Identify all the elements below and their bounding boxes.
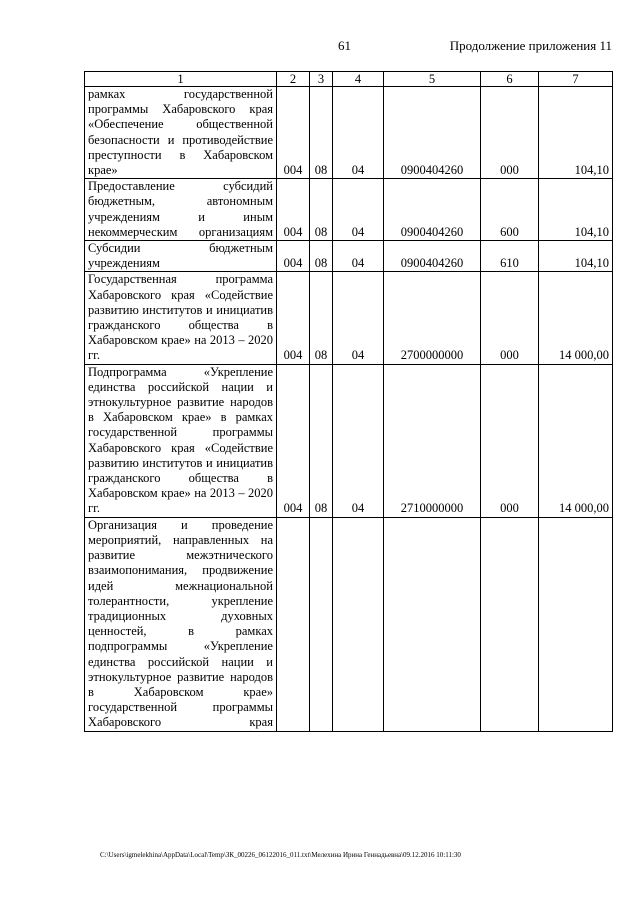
continuation-label: Продолжение приложения 11 [449,38,612,53]
column-header: 7 [539,72,613,87]
cell-amount: 14 000,00 [539,272,613,364]
row-name: рамках государственной программы Хабаровского края «Обеспечение общественной безопасности и противодействие преступности в Хабаровском крае» [85,87,277,179]
cell-target-article [384,517,481,731]
cell-expense-type: 600 [481,179,539,241]
cell-section-code: 08 [310,179,333,241]
row-name: Подпрограмма «Укрепление единства российской нации и этнокультурное развитие народов в Хабаровском крае» в рамках государственной программы Хабаровского края «Содействие развитию институтов и инициатив гражданского общества в Хабаровском крае» на 2013 – 2020 гг. [85,364,277,517]
cell-amount: 104,10 [539,179,613,241]
file-path-footer: C:\Users\igmelekhina\AppData\Local\Temp\ЗК_00226_06122016_011.txt\Мелехина Ирина Геннадьевна\09.12.2016 10:11:30 [100,851,461,859]
table-row [85,364,613,517]
column-header: 1 [85,72,277,87]
column-header: 5 [384,72,481,87]
column-header: 4 [333,72,384,87]
row-name: Организация и проведение мероприятий, направленных на развитие межэтнического взаимопонимания, продвижение идей межнациональной толерантности, укрепление традиционных духовных ценностей, в рамках подпрограммы «Укрепление единства российской нации и этнокультурное развитие народов в Хабаровском крае» государственной программы Хабаровского края [85,517,277,731]
page-number: 61 [338,38,351,53]
cell-expense-type: 000 [481,272,539,364]
cell-expense-type: 000 [481,87,539,179]
cell-expense-type: 610 [481,241,539,272]
cell-target-article: 0900404260 [384,179,481,241]
cell-subsection-code: 04 [333,272,384,364]
cell-ministry-code [277,517,310,731]
cell-target-article: 2710000000 [384,364,481,517]
column-header: 6 [481,72,539,87]
table-row [85,241,613,272]
table-row [85,87,613,179]
cell-section-code: 08 [310,241,333,272]
cell-ministry-code: 004 [277,272,310,364]
table-row [85,517,613,731]
cell-amount: 14 000,00 [539,364,613,517]
cell-section-code: 08 [310,364,333,517]
row-name: Предоставление субсидий бюджетным, автономным учреждениям и иным некоммерческим организациям [85,179,277,241]
table-row [85,179,613,241]
cell-section-code: 08 [310,272,333,364]
cell-amount: 104,10 [539,87,613,179]
column-header: 2 [277,72,310,87]
cell-expense-type: 000 [481,364,539,517]
cell-subsection-code: 04 [333,241,384,272]
cell-expense-type [481,517,539,731]
budget-table [84,71,613,732]
cell-ministry-code: 004 [277,364,310,517]
cell-subsection-code [333,517,384,731]
cell-section-code [310,517,333,731]
cell-subsection-code: 04 [333,179,384,241]
row-name: Государственная программа Хабаровского края «Содействие развитию институтов и инициатив гражданского общества в Хабаровском крае» на 2013 – 2020 гг. [85,272,277,364]
row-name: Субсидии бюджетным учреждениям [85,241,277,272]
cell-amount: 104,10 [539,241,613,272]
cell-target-article: 2700000000 [384,272,481,364]
table-header-row [85,72,613,87]
cell-section-code: 08 [310,87,333,179]
cell-target-article: 0900404260 [384,241,481,272]
cell-subsection-code: 04 [333,87,384,179]
cell-amount [539,517,613,731]
column-header: 3 [310,72,333,87]
cell-ministry-code: 004 [277,241,310,272]
table-row [85,272,613,364]
cell-subsection-code: 04 [333,364,384,517]
cell-target-article: 0900404260 [384,87,481,179]
cell-ministry-code: 004 [277,179,310,241]
cell-ministry-code: 004 [277,87,310,179]
